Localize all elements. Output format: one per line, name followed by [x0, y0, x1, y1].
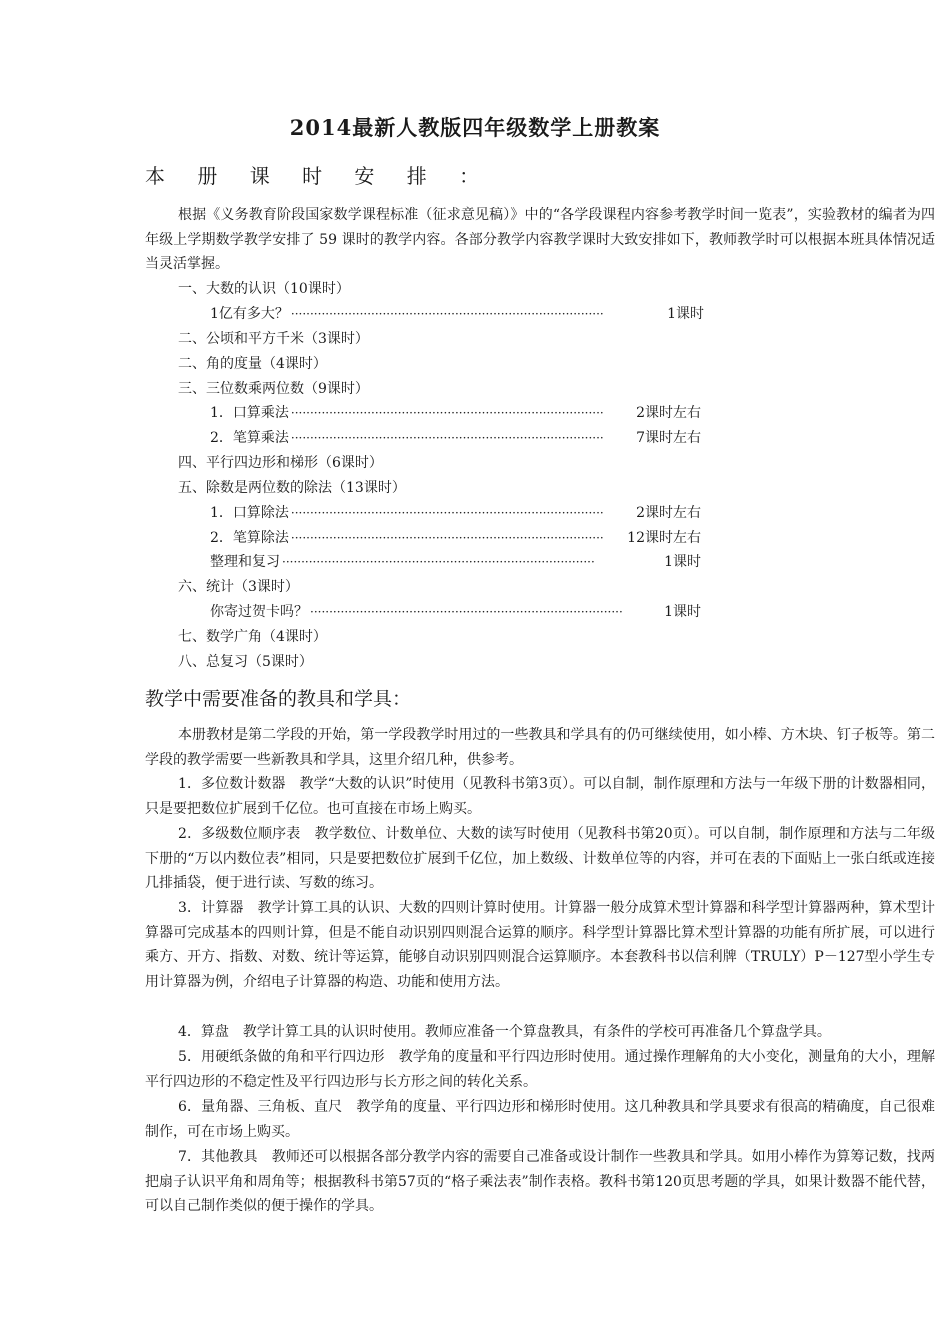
toc-item: 六、统计（3课时）: [178, 579, 299, 595]
body-paragraph: 2．多级数位顺序表 教学数位、计数单位、大数的读写时使用（见教科书第20页）。可以自制，制作原理和方法与二年级下册的“万以内数位表”相同，只是要把数位扩展到千亿位，加上数级、计数单位等的内容，并可在表的下面贴上一张白纸或连接几排插袋，便于进行读、写数的练习。: [145, 826, 935, 891]
toc-item: 三、三位数乘两位数（9课时）: [178, 381, 369, 397]
body-paragraph: 1．多位数计数器 教学“大数的认识”时使用（见教科书第3页）。可以自制，制作原理和方法与一年级下册的计数器相同，只是要把数位扩展到千亿位。也可直接在市场上购买。: [145, 776, 935, 817]
body-paragraph: 本册教材是第二学段的开始，第一学段教学时用过的一些教具和学具有的仍可继续使用，如小棒、方木块、钉子板等。第二学段的教学需要一些新教具和学具，这里介绍几种，供参考。: [145, 727, 935, 768]
toc-item: 1．口算乘法 ·················································································· 2课时左右: [210, 405, 701, 421]
intro-paragraph: 根据《义务教育阶段国家数学课程标准（征求意见稿）》中的“各学段课程内容参考教学时间一览表”，实验教材的编者为四年级上学期数学教学安排了 59 课时的教学内容。各部分教学内容教学课时大致安排如下，教师教学时可以根据本班具体情况适当灵活掌握。: [145, 207, 935, 272]
section-heading-schedule: 本 册 课 时 安 排 ：: [145, 164, 493, 188]
body-paragraph: 6．量角器、三角板、直尺 教学角的度量、平行四边形和梯形时使用。这几种教具和学具要求有很高的精确度，自己很难制作，可在市场上购买。: [145, 1099, 935, 1140]
toc-item: 一、大数的认识（10课时）: [178, 281, 350, 297]
body-paragraph: 4．算盘 教学计算工具的认识时使用。教师应准备一个算盘教具，有条件的学校可再准备几个算盘学具。: [178, 1024, 831, 1040]
body-paragraph: 5．用硬纸条做的角和平行四边形 教学角的度量和平行四边形时使用。通过操作理解角的大小变化，测量角的大小，理解平行四边形的不稳定性及平行四边形与长方形之间的转化关系。: [145, 1049, 935, 1090]
body-paragraph: 3．计算器 教学计算工具的认识、大数的四则计算时使用。计算器一般分成算术型计算器和科学型计算器两种，算术型计算器可完成基本的四则计算，但是不能自动识别四则混合运算的顺序。科学型计算器比算术型计算器的功能有所扩展，可以进行乘方、开方、指数、对数、统计等运算，能够自动识别四则混合运算顺序。本套教科书以信利牌（TRULY）P－127型小学生专用计算器为例，介绍电子计算器的构造、功能和使用方法。: [145, 900, 935, 990]
section-heading-teaching-aids: 教学中需要准备的教具和学具：: [145, 688, 412, 710]
toc-item: 二、角的度量（4课时）: [178, 356, 327, 372]
body-paragraph: 7．其他教具 教师还可以根据各部分教学内容的需要自己准备或设计制作一些教具和学具。如用小棒作为算筹记数，找两把扇子认识平角和周角等；根据教科书第57页的“格子乘法表”制作表格。教科书第120页思考题的学具，如果计数器不能代替，可以自己制作类似的便于操作的学具。: [145, 1149, 935, 1214]
toc-item: 七、数学广角（4课时）: [178, 629, 327, 645]
toc-item: 2．笔算乘法 ·················································································· 7课时左右: [210, 430, 701, 446]
toc-item: 四、平行四边形和梯形（6课时）: [178, 455, 383, 471]
toc-item: 1亿有多大？ ·················································································· 1课时: [210, 306, 704, 322]
toc-item: 你寄过贺卡吗？ ·················································································· 1课时: [210, 604, 701, 620]
page-title: 2014最新人教版四年级数学上册教案: [289, 115, 661, 140]
toc-item: 2．笔算除法 ·················································································· 12课时左右: [210, 530, 701, 546]
toc-item: 五、除数是两位数的除法（13课时）: [178, 480, 406, 496]
toc-item: 八、总复习（5课时）: [178, 654, 313, 670]
toc-item: 1．口算除法 ·················································································· 2课时左右: [210, 505, 701, 521]
toc-item: 二、公顷和平方千米（3课时）: [178, 331, 369, 347]
toc-item: 整理和复习 ·················································································· 1课时: [210, 554, 701, 570]
